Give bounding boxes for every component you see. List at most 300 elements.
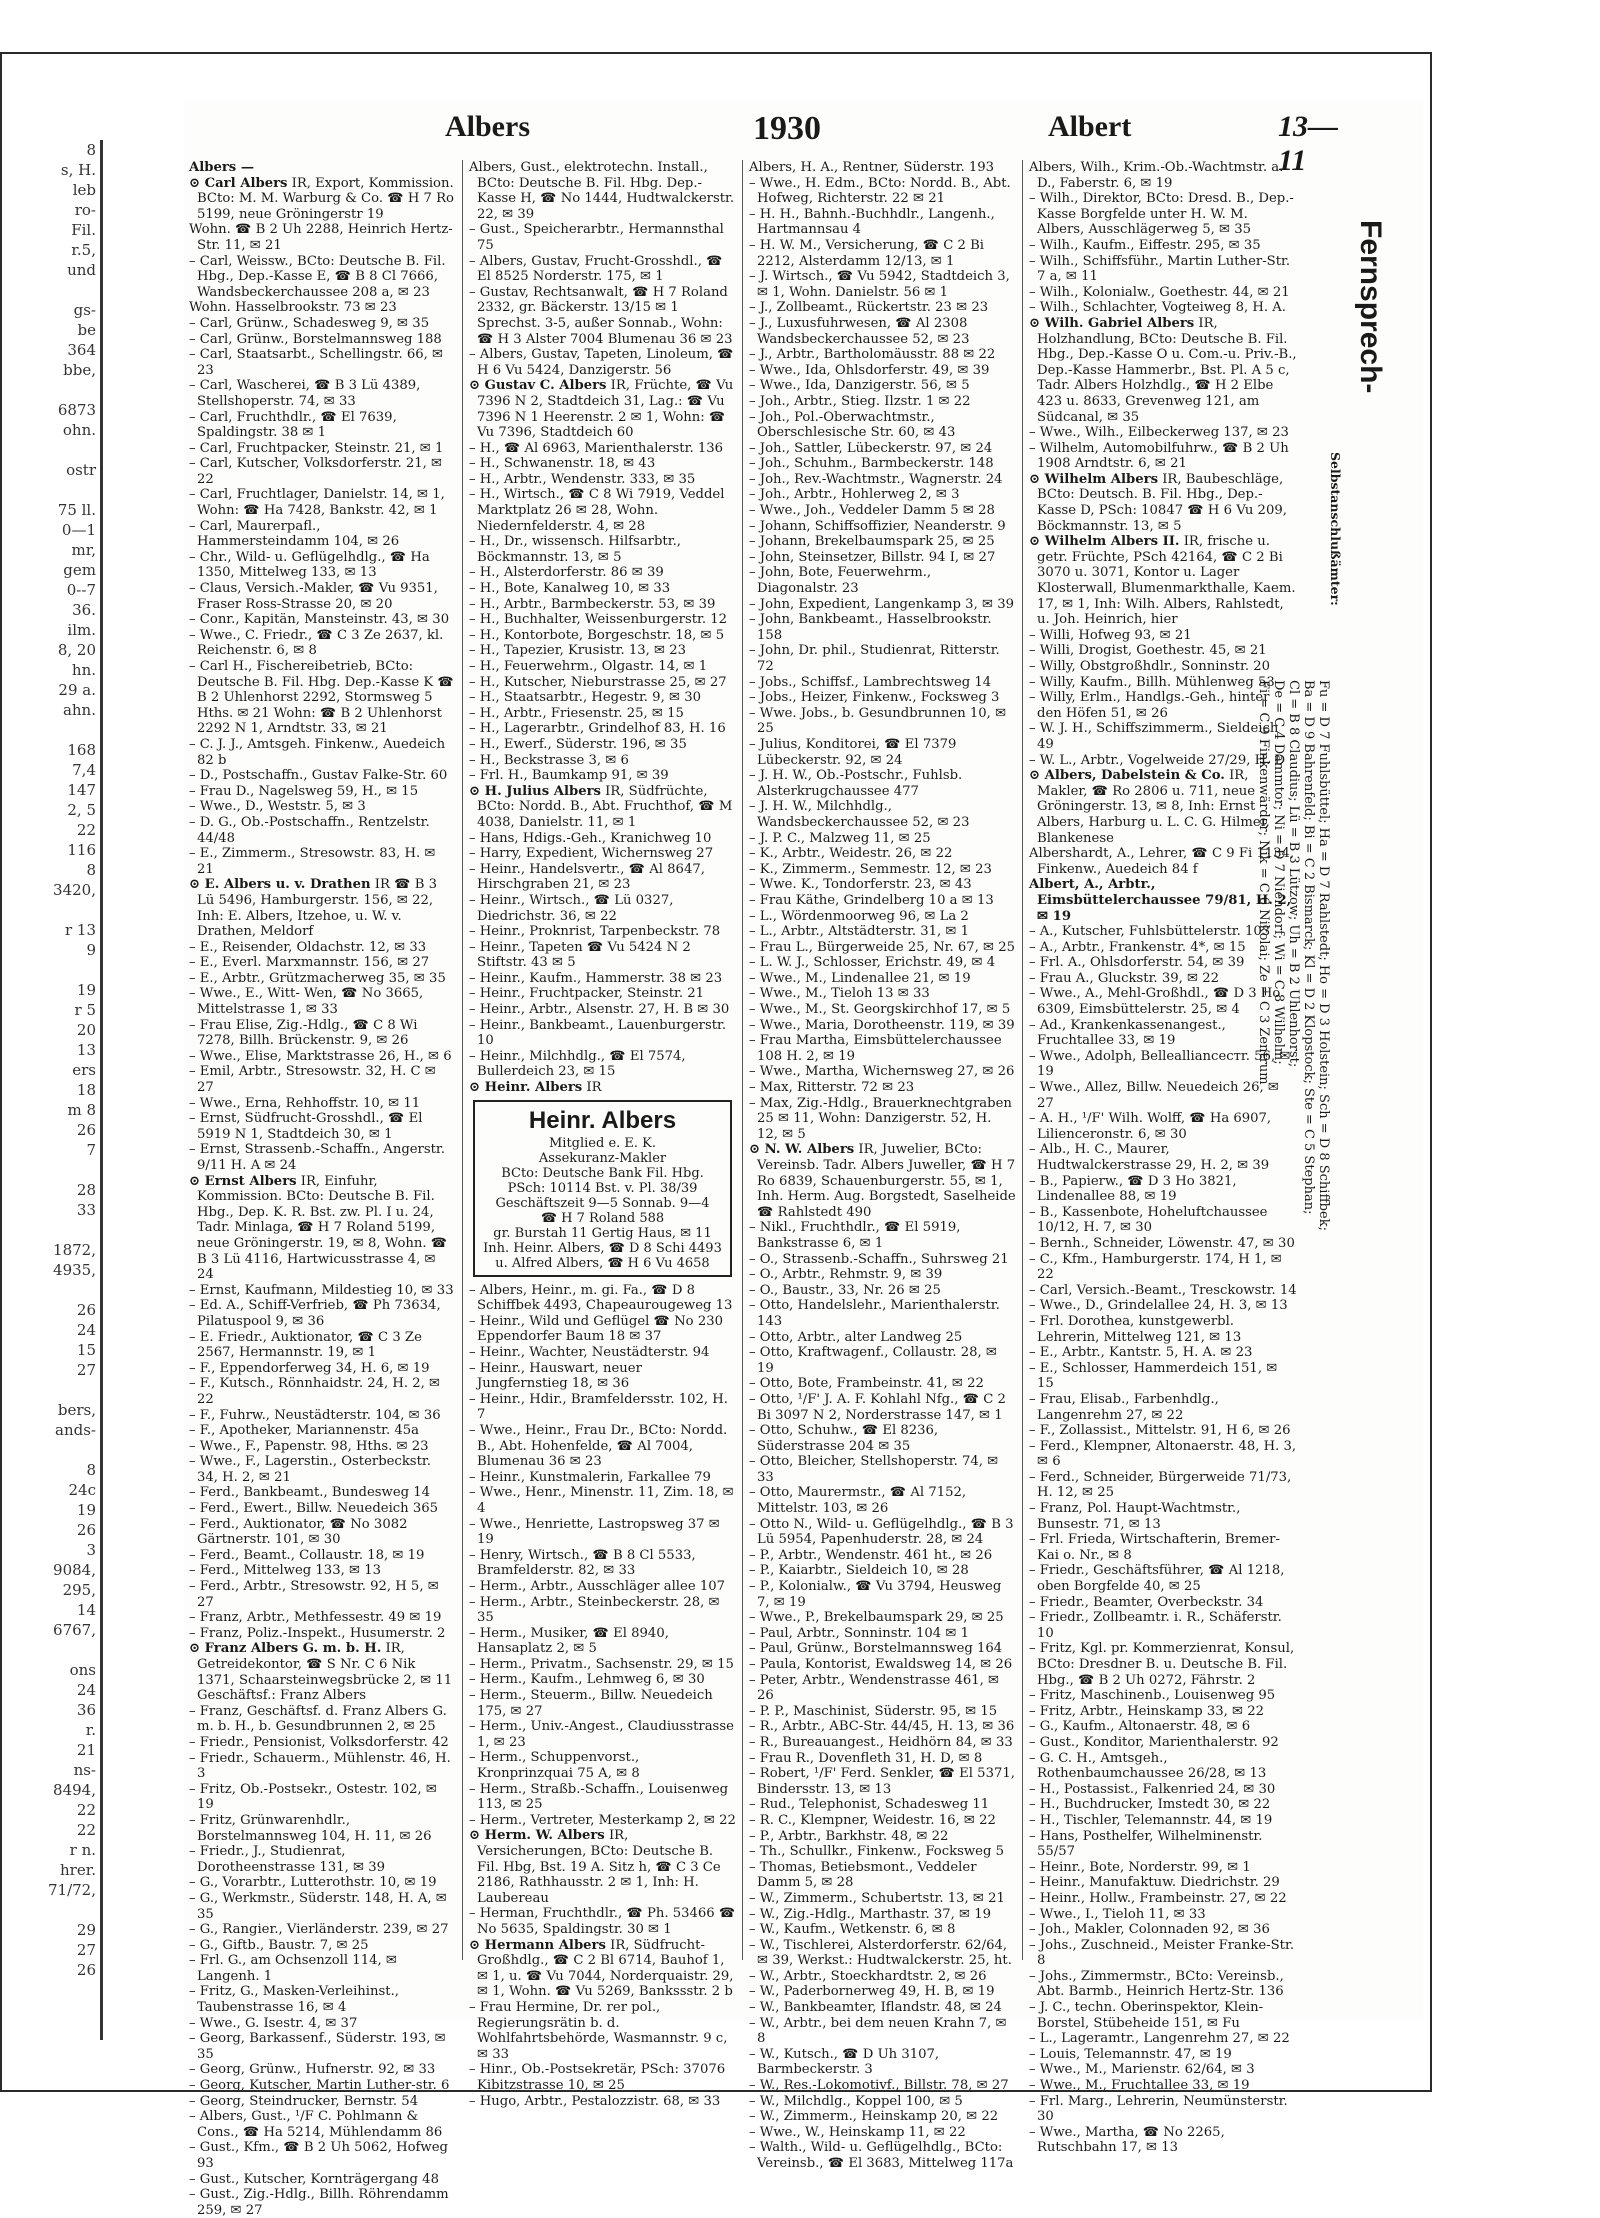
fragment-line: 24: [76, 1681, 96, 1699]
directory-entry: – Wilh., Kolonialw., Goethestr. 44, ✉ 21: [1029, 284, 1290, 300]
directory-entry: – E. Friedr., Auktionator, ☎ C 3 Ze 2567, Hermannstr. 19, ✉ 1: [189, 1329, 422, 1361]
directory-entry: – Herm., Steuerm., Billw. Neuedeich 175, ✉ 27: [469, 1688, 713, 1719]
directory-entry: – F., Fuhrw., Neustädterstr. 104, ✉ 36: [189, 1407, 441, 1423]
fragment-line: 26: [76, 1961, 96, 1979]
directory-entry: – Friedr., J., Studienrat, Dorotheenstrasse 131, ✉ 39: [189, 1844, 385, 1875]
directory-entry: – Heinr., Wild und Geflügel ☎ No 230 Eppendorfer Baum 18 ✉ 37: [469, 1313, 723, 1345]
fragment-line: 8: [86, 861, 96, 879]
directory-entry: – Wwe., Ida, Danzigerstr. 56, ✉ 5: [749, 378, 970, 394]
directory-entry: – Otto, Schuhw., ☎ El 8236, Süderstrasse 204 ✉ 35: [749, 1423, 939, 1454]
fragment-line: 27: [76, 1361, 96, 1379]
previous-page-fragment: [0, 140, 103, 2040]
directory-entry: – Johs., Zimmermstr., BCto: Vereinsb., Abt. Barmb., Heinrich Hertz-Str. 136: [1029, 1968, 1284, 2000]
directory-entry: – Wwe., Elise, Marktstrasse 26, H., ✉ 6: [189, 1048, 452, 1064]
directory-entry: – Herm., Arbtr., Ausschläger allee 107: [469, 1578, 725, 1594]
advertisement-box: [473, 1100, 732, 1277]
directory-entry: – G., Rangier., Vierländerstr. 239, ✉ 27: [189, 1922, 449, 1938]
fragment-line: ilm.: [67, 621, 96, 639]
fragment-line: [0, 1160, 100, 1180]
fragment-line: ons: [69, 1661, 96, 1679]
directory-entry: Albers —: [189, 160, 255, 175]
directory-entry: – Wwe., P., Brekelbaumspark 29, ✉ 25: [749, 1610, 1004, 1626]
directory-entry: – Johann, Schiffsoffizier, Neanderstr. 9: [749, 518, 1006, 534]
fragment-line: hrer.: [60, 1861, 96, 1879]
directory-entry: – Otto N., Wild- u. Geflügelhdlg., ☎ B 3 Lü 5954, Papenhuderstr. 28, ✉ 24: [749, 1516, 1014, 1548]
directory-entry: – Heinr., Wirtsch., ☎ Lü 0327, Diedrichstr. 36, ✉ 22: [469, 892, 674, 924]
fragment-line: gem: [63, 561, 96, 579]
ad-line: Assekuranz-Makler: [538, 1150, 667, 1166]
fragment-line: [0, 1280, 100, 1300]
directory-entry: – H., Arbtr., Friesenstr. 25, ✉ 15: [469, 705, 684, 721]
directory-entry: – John, Bote, Feuerwehrm., Diagonalstr. 23: [749, 565, 932, 597]
directory-entry: – Wwe., M., Fruchtallee 33, ✉ 19: [1029, 2078, 1250, 2094]
directory-entry: – W., Kutsch., ☎ D Uh 3107, Barmbeckerstr. 3: [749, 2046, 940, 2078]
directory-entry: – Thomas, Betiebsmont., Veddeler Damm 5, ✉ 28: [749, 1859, 977, 1891]
directory-entry: – H., Tischler, Telemannstr. 44, ✉ 19: [1029, 1812, 1273, 1828]
directory-entry: – Julius, Konditorei, ☎ El 7379 Lübeckerstr. 92, ✉ 24: [749, 736, 957, 768]
directory-entry: – Carl, Wascherei, ☎ B 3 Lü 4389, Stellshoperstr. 74, ✉ 33: [189, 378, 421, 409]
directory-entry: – Max, Zig.-Hdlg., Brauerknechtgraben 25 ✉ 11, Wohn: Danzigerstr. 52, H. 12, ✉ 5: [749, 1095, 1012, 1142]
directory-entry: – A., Arbtr., Frankenstr. 4*, ✉ 15: [1029, 939, 1246, 955]
directory-entry: – G., Vorarbtr., Lutterothstr. 10, ✉ 19: [189, 1875, 437, 1891]
directory-entry: – H., Arbtr., Barmbeckerstr. 53, ✉ 39: [469, 596, 716, 612]
directory-entry: Wohn. ☎ B 2 Uh 2288, Heinrich Hertz-Str. 11, ✉ 21: [189, 222, 453, 253]
directory-entry: – Ferd., Schneider, Bürgerweide 71/73, H. 12, ✉ 25: [1029, 1469, 1292, 1501]
ad-line: Inh. Heinr. Albers, ☎ D 8 Schi 4493: [483, 1240, 722, 1256]
directory-entry: – Carl, Kutscher, Volksdorferstr. 21, ✉ 22: [189, 456, 443, 487]
directory-entry: – Johs., Zuschneid., Meister Franke-Str. 8: [1029, 1937, 1295, 1969]
fragment-line: und: [67, 261, 96, 279]
directory-entry: – P., Kaiarbtr., Sieldeich 10, ✉ 28: [749, 1563, 969, 1579]
directory-entry: – Hans, Hdigs.-Geh., Kranichweg 10: [469, 830, 712, 846]
fragment-line: [0, 480, 100, 500]
fragment-line: [0, 960, 100, 980]
directory-entry: – Fritz, Maschinenb., Louisenweg 95: [1029, 1688, 1276, 1704]
directory-entry: – C., Kfm., Hamburgerstr. 174, H 1, ✉ 22: [1029, 1251, 1282, 1283]
directory-entry: – Fritz, Kgl. pr. Kommerzienrat, Konsul, BCto: Dresdner B. u. Deutsche B. Fil. Hbg., ☎ B 2 Uh 0272, Fährstr. 2: [1029, 1641, 1295, 1688]
fragment-line: Fil.: [71, 221, 96, 239]
directory-entry: – Carl, Grünw., Borstelmannsweg 188: [189, 331, 442, 347]
directory-entry: Albers, H. A., Rentner, Süderstr. 193: [749, 160, 995, 175]
directory-entry: ⊙ Gustav C. Albers IR, Früchte, ☎ Vu 7396 N 2, Stadtdeich 31, Lag.: ☎ Vu 7396 N 1 Heerenstr. 2 ✉ 1, Wohn: ☎ Vu 7396, Stadtdeich 60: [469, 378, 734, 441]
directory-entry: – Robert, ¹/F' Ferd. Senkler, ☎ El 5371, Bindersstr. 13, ✉ 13: [749, 1766, 1015, 1797]
directory-entry: – Harry, Expedient, Wichernsweg 27: [469, 846, 714, 862]
fragment-line: [0, 1380, 100, 1400]
directory-entry: – W. L., Arbtr., Vogelweide 27/29, H. D: [1029, 752, 1286, 768]
directory-entry: – Joh., Pol.-Oberwachtmstr., Oberschlesische Str. 60, ✉ 43: [749, 409, 956, 441]
directory-entry: – Herm., Privatm., Sachsenstr. 29, ✉ 15: [469, 1656, 734, 1672]
directory-entry: – Herm., Vertreter, Mesterkamp 2, ✉ 22: [469, 1812, 736, 1828]
directory-entry: – Hugo, Arbtr., Pestalozzistr. 68, ✉ 33: [469, 2093, 721, 2109]
directory-entry: – Joh., Rev.-Wachtmstr., Wagnerstr. 24: [749, 471, 1003, 487]
directory-entry: – Wwe., D., Weststr. 5, ✉ 3: [189, 799, 366, 815]
directory-entry: – Georg, Steindrucker, Bernstr. 54: [189, 2093, 419, 2109]
directory-entry: – H., Kutscher, Nieburstrasse 25, ✉ 27: [469, 674, 727, 690]
fragment-line: 36.: [72, 601, 96, 619]
fragment-line: 9: [86, 941, 96, 959]
fragment-line: [0, 1440, 100, 1460]
directory-entry: – Heinr., Tapeten ☎ Vu 5424 N 2 Stiftstr. 43 ✉ 5: [469, 939, 691, 971]
fragment-line: 22: [76, 1801, 96, 1819]
directory-entry: – Georg, Barkassenf., Süderstr. 193, ✉ 35: [189, 2031, 446, 2062]
directory-entry: – H., Wirtsch., ☎ C 8 Wi 7919, Veddel Marktplatz 26 ✉ 28, Wohn. Niedernfelderstr. 4, ✉ 28: [469, 487, 725, 534]
directory-entry: – G., Werkmstr., Süderstr. 148, H. A, ✉ 35: [189, 1890, 447, 1922]
directory-entry: – Franz, Pol. Haupt-Wachtmstr., Bunsestr. 71, ✉ 13: [1029, 1501, 1241, 1532]
directory-entry: – Willi, Hofweg 93, ✉ 21: [1029, 627, 1192, 643]
directory-entry: – Wwe., Adolph, Belleallianceстr. 56, ✉ 19: [1029, 1048, 1291, 1080]
directory-entry: – J. Wirtsch., ☎ Vu 5942, Stadtdeich 3, ✉ 1, Wohn. Danielstr. 56 ✉ 1: [749, 269, 1010, 300]
directory-entry: ⊙ Carl Albers IR, Export, Kommission. BCto: M. M. Warburg & Co. ☎ H 7 Ro 5199, neue Gröningerstr 19: [189, 175, 454, 222]
directory-entry: – Wwe., M., Tieloh 13 ✉ 33: [749, 986, 930, 1002]
directory-entry: – H., Beckstrasse 3, ✉ 6: [469, 752, 629, 768]
directory-entry: – Wwe., G. Isestr. 4, ✉ 37: [189, 2015, 358, 2031]
fragment-line: 19: [76, 1501, 96, 1519]
directory-entry: – Paul, Grünw., Borstelmannsweg 164: [749, 1641, 1003, 1657]
directory-entry: – W., Bankbeamter, Iflandstr. 48, ✉ 24: [749, 2000, 1002, 2016]
directory-entry: – Paula, Kontorist, Ewaldsweg 14, ✉ 26: [749, 1657, 1013, 1672]
fragment-line: 8494,: [53, 1781, 96, 1799]
directory-entry: – D., Postschaffn., Gustav Falke-Str. 60: [189, 768, 448, 784]
directory-entry: – Joh., Makler, Colonnaden 92, ✉ 36: [1029, 1922, 1270, 1938]
directory-entry: – Wwe., Wilh., Eilbeckerweg 137, ✉ 23: [1029, 425, 1289, 441]
directory-entry: – H., Tapezier, Krusistr. 13, ✉ 23: [469, 643, 687, 659]
directory-entry: – J. H. W., Ob.-Postschr., Fuhlsb. Alsterkrugchaussee 477: [749, 768, 963, 799]
directory-entry: – Heinr., Arbtr., Alsenstr. 27, H. B ✉ 30: [469, 1002, 730, 1018]
directory-entry: – Frau Hermine, Dr. rer pol., Regierungsrätin b. d. Wohlfahrtsbehörde, Wasmannstr. 9 c, ✉ 33: [469, 1999, 728, 2062]
directory-entry: – F., Apotheker, Mariannenstr. 45a: [189, 1423, 419, 1439]
fragment-line: 26: [76, 1521, 96, 1539]
directory-entry: – Frl. Marg., Lehrerin, Neumünsterstr. 30: [1029, 2093, 1288, 2125]
directory-entry: ⊙ Heinr. Albers IR: [469, 1080, 602, 1096]
directory-entry: – Wilh., Schlachter, Vogteiweg 8, H. A.: [1029, 300, 1286, 316]
fragment-line: be: [77, 321, 96, 339]
directory-entry: – Otto, ¹/F' J. A. F. Kohlahl Nfg., ☎ C 2 Bi 3097 N 2, Norderstrasse 147, ✉ 1: [749, 1391, 1006, 1423]
header-page-number: 13—11: [1278, 110, 1338, 177]
directory-entry: – W., Tischlerei, Alsterdorferstr. 62/64, ✉ 39, Werkst.: Hudtwalckerstr. 25, ht.: [749, 1937, 1012, 1969]
fragment-line: 26: [76, 1121, 96, 1139]
directory-entry: – W., Arbtr., Stoeckhardtstr. 2, ✉ 26: [749, 1968, 987, 1984]
fragment-line: 3: [86, 1541, 96, 1559]
fragment-line: ers: [72, 1061, 96, 1079]
directory-entry: – Frau L., Bürgerweide 25, Nr. 67, ✉ 25: [749, 939, 1016, 955]
directory-entry: – L. W. J., Schlosser, Erichstr. 49, ✉ 4: [749, 955, 996, 971]
directory-entry: Albert, A., Arbtr., Eimsbüttelerchaussee 79/81, H. 2, ✉ 19: [1029, 877, 1292, 924]
directory-entry: – Wwe., M., Lindenallee 21, ✉ 19: [749, 970, 971, 986]
directory-entry: ⊙ E. Albers u. v. Drathen IR ☎ B 3 Lü 5496, Hamburgerstr. 156, ✉ 22, Inh: E. Albers, Itzehoe, u. W. v. Drathen, Meldorf: [189, 877, 437, 940]
directory-entry: – P., Arbtr., Wendenstr. 461 ht., ✉ 26: [749, 1547, 993, 1563]
fragment-line: 36: [76, 1701, 96, 1719]
directory-entry: – Louis, Telemannstr. 47, ✉ 19: [1029, 2046, 1232, 2062]
directory-entry: – Gust., Konditor, Marienthalerstr. 92: [1029, 1734, 1279, 1750]
ad-line: gr. Burstah 11 Gertig Haus, ✉ 11: [493, 1225, 712, 1241]
fragment-line: [0, 1640, 100, 1660]
directory-entry: – Friedr., Zollbeamtr. i. R., Schäferstr. 10: [1029, 1610, 1282, 1641]
directory-entry: – Frl. A., Ohlsdorferstr. 54, ✉ 39: [1029, 955, 1245, 971]
fragment-line: [0, 280, 100, 300]
directory-entry: – Albers, Heinr., m. gi. Fa., ☎ D 8 Schiffbek 4493, Chapeaurougeweg 13: [469, 1282, 733, 1314]
directory-entry: – H., Alsterdorferstr. 86 ✉ 39: [469, 565, 664, 581]
directory-entry: – Max, Ritterstr. 72 ✉ 23: [749, 1080, 915, 1096]
directory-entry: – Joh., Arbtr., Stieg. Ilzstr. 1 ✉ 22: [749, 393, 971, 409]
fragment-line: bers,: [57, 1401, 96, 1419]
fragment-line: r.: [85, 1721, 96, 1739]
directory-entry: – Heinr., Bote, Norderstr. 99, ✉ 1: [1029, 1859, 1251, 1875]
directory-entry: – W., Kaufm., Wetkenstr. 6, ✉ 8: [749, 1922, 956, 1938]
ad-line: ☎ H 7 Roland 588: [540, 1210, 665, 1226]
fragment-line: ands-: [55, 1421, 96, 1439]
directory-entry: – Rud., Telephonist, Schadesweg 11: [749, 1797, 990, 1813]
directory-entry: – W., Zimmerm., Heinskamp 20, ✉ 22: [749, 2109, 999, 2125]
directory-entry: – Georg, Grünw., Hufnerstr. 92, ✉ 33: [189, 2062, 436, 2078]
directory-entry: – Wwe., Ida, Ohlsdorferstr. 49, ✉ 39: [749, 362, 990, 378]
directory-entry: – Otto, Bleicher, Stellshoperstr. 74, ✉ 33: [749, 1454, 999, 1485]
fragment-line: 6873: [57, 401, 96, 419]
directory-entry: – Jobs., Heizer, Finkenw., Focksweg 3: [749, 690, 1000, 706]
directory-entry: ⊙ Wilh. Gabriel Albers IR, Holzhandlung, BCto: Deutsche B. Fil. Hbg., Dep.-Kasse O u. Com.-u. Priv.-B., Dep.-Kasse Hammerbr., Bst. Pl. A 5 c, Tadr. Albers Holzhdlg., ☎ H 2 Elbe 423 u. 8633, Grevenweg 121, am Südcanal, ✉ 35: [1029, 315, 1297, 425]
directory-entry: Albers, Gust., elektrotechn. Install., BCto: Deutsche B. Fil. Hbg. Dep.-Kasse H, ☎ No 1444, Hudtwalckerstr. 22, ✉ 39: [469, 160, 735, 222]
directory-entry: – W., Zimmerm., Schubertstr. 13, ✉ 21: [749, 1890, 1005, 1906]
directory-entry: – Claus, Versich.-Makler, ☎ Vu 9351, Fraser Ross-Strasse 20, ✉ 20: [189, 581, 438, 612]
fragment-line: [0, 900, 100, 920]
directory-entry: – Herm., Univ.-Angest., Claudiusstrasse 1, ✉ 23: [469, 1719, 734, 1750]
fragment-line: 20: [76, 1021, 96, 1039]
fragment-line: 71/72,: [48, 1881, 96, 1899]
directory-entry: – John, Expedient, Langenkamp 3, ✉ 39: [749, 596, 1014, 612]
fragment-line: 33: [76, 1201, 96, 1219]
fragment-line: 1872,: [53, 1241, 96, 1259]
directory-entry: – John, Dr. phil., Studienrat, Ritterstr. 72: [749, 643, 1000, 674]
directory-entry: – H., Ewerf., Süderstr. 196, ✉ 35: [469, 736, 687, 752]
legend-row: Fi = C 9 Finkenwärder; Nik = C 6 Nikolai; Ze = C 3 Zentrum: [1256, 680, 1271, 1085]
fragment-line: 21: [76, 1741, 96, 1759]
directory-entry: – Fritz, Grünwarenhdlr., Borstelmannsweg 104, H. 11, ✉ 26: [189, 1812, 432, 1844]
directory-entry: – Walth., Wild- u. Geflügelhdlg., BCto: Vereinsb., ☎ El 3683, Mittelweg 117a: [749, 2140, 1014, 2171]
directory-entry: – O., Arbtr., Rehmstr. 9, ✉ 39: [749, 1267, 943, 1283]
directory-entry: – Gust., Zig.-Hdlg., Billh. Röhrendamm 259, ✉ 27: [189, 2187, 449, 2218]
directory-entry: – Ferd., Ewert., Billw. Neuedeich 365: [189, 1501, 439, 1517]
directory-entry: – Henry, Wirtsch., ☎ B 8 Cl 5533, Bramfelderstr. 82, ✉ 33: [469, 1547, 696, 1579]
directory-entry: – Wwe., Heinr., Frau Dr., BCto: Nordd. B., Abt. Hohenfelde, ☎ Al 7004, Blumenau 36 ✉ 23: [469, 1422, 728, 1470]
fragment-line: 18: [76, 1081, 96, 1099]
fragment-line: 0—1: [61, 521, 96, 539]
directory-entry: – Frau D., Nagelsweg 59, H., ✉ 15: [189, 783, 419, 799]
directory-entry: – K., Arbtr., Weidestr. 26, ✉ 22: [749, 846, 953, 862]
directory-entry: – G. C. H., Amtsgeh., Rothenbaumchaussee 26/28, ✉ 13: [1029, 1750, 1267, 1782]
fragment-line: 19: [76, 981, 96, 999]
directory-entry: – H., Staatsarbtr., Hegestr. 9, ✉ 30: [469, 690, 701, 706]
fragment-line: 364: [67, 341, 96, 359]
directory-entry: – Franz, Geschäftsf. d. Franz Albers G. m. b. H., b. Gesundbrunnen 2, ✉ 25: [189, 1703, 447, 1735]
directory-entry: – Wwe., Allez, Billw. Neuedeich 26, ✉ 27: [1029, 1080, 1279, 1111]
directory-entry: – P., Arbtr., Barkhstr. 48, ✉ 22: [749, 1828, 949, 1844]
fragment-line: 116: [67, 841, 96, 859]
fragment-line: 9084,: [53, 1561, 96, 1579]
fragment-line: bbe,: [63, 361, 96, 379]
fragment-line: 7,4: [72, 761, 96, 779]
directory-entry: – Herm., Schuppenvorst., Kronprinzquai 75 A, ✉ 8: [469, 1750, 640, 1782]
directory-entry: – Hans, Posthelfer, Wilhelminenstr. 55/57: [1029, 1828, 1263, 1860]
directory-entry: – Ad., Krankenkassenangest., Fruchtallee 33, ✉ 19: [1029, 1017, 1226, 1049]
directory-entry: – Wwe., Erna, Rehhoffstr. 10, ✉ 11: [189, 1095, 421, 1111]
directory-entry: – H., Buchdrucker, Imstedt 30, ✉ 22: [1029, 1797, 1271, 1813]
header-right-keyword: Albert: [1048, 110, 1132, 143]
directory-entry: ⊙ Hermann Albers IR, Südfrucht-Großhdlg., ☎ C 2 Bl 6714, Bauhof 1, ✉ 1, u. ☎ Vu 7044, Norderquaistr. 29, ✉ 1, Wohn. ☎ Vu 5269, Bankssstr. 2 b: [469, 1937, 734, 2000]
ad-line: BCto: Deutsche Bank Fil. Hbg.: [501, 1165, 704, 1181]
directory-entry: – W., Arbtr., bei dem neuen Krahn 7, ✉ 8: [749, 2015, 1007, 2047]
directory-entry: – Frau Martha, Eimsbüttelerchaussee 108 H. 2, ✉ 19: [749, 1033, 1002, 1064]
directory-entry: – Ernst, Kaufmann, Mildestieg 10, ✉ 33: [189, 1282, 454, 1298]
directory-entry: – Frau, Elisab., Farbenhdlg., Langenrehm 27, ✉ 22: [1029, 1391, 1219, 1423]
legend-row: De = C 4 Dammtor; Ni = D 7 Niendorf; Wi = C 8 Wilhelm;: [1271, 680, 1286, 1065]
directory-entry: – Wwe., F., Lagerstin., Osterbeckstr. 34, H. 2, ✉ 21: [189, 1454, 431, 1485]
directory-entry: – Wilh., Schiffsführ., Martin Luther-Str. 7 a, ✉ 11: [1029, 253, 1291, 285]
directory-entry: Albershardt, A., Lehrer, ☎ C 9 Fi 1134, Finkenw., Auedeich 84 f: [1029, 846, 1295, 877]
directory-entry: – Joh., Arbtr., Hohlerweg 2, ✉ 3: [749, 487, 960, 503]
directory-entry: – Th., Schullkr., Finkenw., Focksweg 5: [749, 1844, 1004, 1860]
fragment-line: ahn.: [62, 701, 96, 719]
fragment-line: ohn.: [62, 421, 96, 439]
directory-entry: ⊙ Ernst Albers IR, Einfuhr, Kommission. BCto: Deutsche B. Fil. Hbg., Dep. K. R. Bst. zw. Pl. I u. 24, Tadr. Minlaga, ☎ H 7 Roland 5199, neue Gröningerstr. 19, ✉ 8, Wohn. ☎ B 3 Lü 4116, Hartwicusstrasse 4, ✉ 24: [189, 1173, 448, 1283]
fragment-line: 28: [76, 1181, 96, 1199]
directory-entry: – Emil, Arbtr., Stresowstr. 32, H. C ✉ 27: [189, 1064, 436, 1096]
directory-entry: – Willy, Kaufm., Billh. Mühlenweg 53: [1029, 674, 1275, 690]
directory-entry: – Frl. G., am Ochsenzoll 114, ✉ Langenh. 1: [189, 1953, 397, 1984]
directory-entry: – L., Lageramtr., Langenrehm 27, ✉ 22: [1029, 2031, 1290, 2047]
directory-entry: – Friedr., Beamter, Overbeckstr. 34: [1029, 1594, 1264, 1610]
directory-entry: – Paul, Arbtr., Sonninstr. 104 ✉ 1: [749, 1625, 969, 1641]
directory-entry: – Heinr., Handelsvertr., ☎ Al 8647, Hirschgraben 21, ✉ 23: [469, 861, 705, 893]
directory-entry: – H., Kontorbote, Borgeschstr. 18, ✉ 5: [469, 627, 725, 643]
directory-entry: – Heinr., Kunstmalerin, Farkallee 79: [469, 1469, 711, 1485]
directory-entry: – Carl, Staatsarbt., Schellingstr. 66, ✉ 23: [189, 347, 444, 378]
directory-entry: – H., Buchhalter, Weissenburgerstr. 12: [469, 612, 728, 628]
directory-entry: – Gust., Speicherarbtr., Hermannsthal 75: [469, 222, 724, 253]
directory-entry: – H., Dr., wissensch. Hilfsarbtr., Böckmannstr. 13, ✉ 5: [469, 534, 681, 565]
directory-entry: – Wwe. Jobs., b. Gesundbrunnen 10, ✉ 25: [749, 705, 1007, 737]
fragment-line: 7: [86, 1141, 96, 1159]
directory-entry: – Wwe., E., Witt- Wen, ☎ No 3665, Mittelstrasse 1, ✉ 33: [189, 986, 424, 1018]
directory-entry: – Wwe., Henr., Minenstr. 11, Zim. 18, ✉ 4: [469, 1485, 734, 1516]
directory-entry: – Wwe., D., Grindelallee 24, H. 3, ✉ 13: [1029, 1298, 1288, 1314]
directory-entry: – Albers, Gust., ¹/F C. Pohlmann & Cons., ☎ Ha 5214, Mühlendamm 86: [189, 2109, 443, 2140]
fragment-line: 147: [67, 781, 96, 799]
directory-entry: – Heinr., Wachter, Neustädterstr. 94: [469, 1345, 710, 1360]
directory-entry: – Wwe., I., Tieloh 11, ✉ 33: [1029, 1906, 1206, 1922]
directory-entry: – Wwe., Martha, ☎ No 2265, Rutschbahn 17, ✉ 13: [1029, 2124, 1225, 2156]
phone-exchange-legend: [1256, 220, 1411, 1620]
fragment-line: 29: [76, 1921, 96, 1939]
fragment-line: [0, 1900, 100, 1920]
directory-entry: – Heinr., Fruchtpacker, Steinstr. 21: [469, 986, 705, 1002]
directory-entry: – Carl, Fruchthdlr., ☎ El 7639, Spaldingstr. 38 ✉ 1: [189, 409, 397, 441]
directory-entry: – Albers, Gustav, Frucht-Grosshdl., ☎ El 8525 Norderstr. 175, ✉ 1: [469, 253, 723, 285]
fragment-line: 8: [86, 141, 96, 159]
fragment-line: 27: [76, 1941, 96, 1959]
directory-entry: – W., Paderbornerweg 49, H. B, ✉ 19: [749, 1984, 995, 2000]
directory-entry: – Heinr., Hdir., Bramfeldersstr. 102, H. 7: [469, 1391, 728, 1423]
fragment-line: 24c: [68, 1481, 96, 1499]
directory-entry: – Herm., Musiker, ☎ El 8940, Hansaplatz 2, ✉ 5: [469, 1625, 669, 1657]
fragment-line: 0--7: [66, 581, 96, 599]
fragment-line: 8, 20: [57, 641, 96, 659]
column-1: [183, 160, 463, 2218]
directory-entry: – Willy, Erlm., Handlgs.-Geh., hinter den Höfen 51, ✉ 26: [1029, 690, 1270, 721]
directory-entry: – Ferd., Bankbeamt., Bundesweg 14: [189, 1485, 431, 1501]
fragment-line: 13: [76, 1041, 96, 1059]
directory-entry: – Ed. A., Schiff-Verfrieb, ☎ Ph 73634, Pilatuspool 9, ✉ 36: [189, 1298, 441, 1329]
directory-entry: – Nikl., Fruchthdlr., ☎ El 5919, Bankstrasse 6, ✉ 1: [749, 1220, 961, 1251]
directory-entry: – Carl, Versich.-Beamt., Tresckowstr. 14: [1029, 1282, 1297, 1298]
directory-entry: – Gust., Kutscher, Kornträgergang 48: [189, 2171, 439, 2187]
fragment-line: [0, 720, 100, 740]
directory-entry: – W., Res.-Lokomotivf., Billstr. 78, ✉ 27: [749, 2078, 1009, 2094]
directory-entry: – Otto, Arbtr., alter Landweg 25: [749, 1329, 963, 1345]
directory-entry: – O., Baustr., 33, Nr. 26 ✉ 25: [749, 1282, 941, 1298]
directory-entry: – O., Strassenb.-Schaffn., Suhrsweg 21: [749, 1251, 1009, 1267]
directory-entry: – Franz, Poliz.-Inspekt., Husumerstr. 2: [189, 1625, 446, 1641]
directory-entry: – Wwe., Joh., Veddeler Damm 5 ✉ 28: [749, 503, 995, 519]
directory-entry: – B., Kassenbote, Hoheluftchaussee 10/12, H. 7, ✉ 30: [1029, 1204, 1268, 1236]
directory-entry: – Wwe., H. Edm., BCto: Nordd. B., Abt. Hofweg, Richterstr. 22 ✉ 21: [749, 175, 1011, 207]
directory-entry: – K., Zimmerm., Semmestr. 12, ✉ 23: [749, 861, 992, 877]
directory-entry: – Joh., Schuhm., Barmbeckerstr. 148: [749, 456, 994, 472]
directory-entry: – Ferd., Klempner, Altonaerstr. 48, H. 3, ✉ 6: [1029, 1438, 1297, 1470]
directory-entry: – John, Steinsetzer, Billstr. 94 I, ✉ 27: [749, 549, 996, 565]
directory-entry: – Conr., Kapitän, Mansteinstr. 43, ✉ 30: [189, 612, 450, 628]
fragment-line: 3420,: [53, 881, 96, 899]
directory-entry: – Frl. Frieda, Wirtschafterin, Bremer-Kai o. Nr., ✉ 8: [1029, 1532, 1280, 1563]
directory-entry: – E., Zimmerm., Stresowstr. 83, H. ✉ 21: [189, 846, 436, 877]
header-year: 1930: [753, 110, 821, 147]
directory-entry: – P., Kolonialw., ☎ Vu 3794, Heusweg 7, ✉ 19: [749, 1579, 1002, 1610]
directory-entry: – Willi, Drogist, Goethestr. 45, ✉ 21: [1029, 643, 1267, 659]
fragment-line: 8: [86, 1461, 96, 1479]
directory-entry: – Frau A., Gluckstr. 39, ✉ 22: [1029, 970, 1220, 986]
legend-title: Fernsprech-: [1354, 220, 1387, 394]
directory-entry: – Friedr., Schauerm., Mühlenstr. 46, H. 3: [189, 1750, 451, 1782]
fragment-line: 295,: [62, 1581, 96, 1599]
directory-entry: – Heinr., Proknrist, Tarpenbeckstr. 78: [469, 924, 721, 940]
directory-entry: – Ernst, Südfrucht-Grosshdl., ☎ El 5919 N 1, Stadtdeich 30, ✉ 1: [189, 1111, 423, 1142]
directory-entry: – Heinr., Bankbeamt., Lauenburgerstr. 10: [469, 1017, 727, 1049]
fragment-line: mr,: [71, 541, 96, 559]
legend-row: Cl = B 8 Claudius; Lü = B 3 Lützow; Uh = B 2 Uhlenhorst;: [1286, 680, 1301, 1068]
directory-entry: – Ferd., Mittelweg 133, ✉ 13: [189, 1563, 381, 1579]
directory-entry: – Wilhelm, Automobilfuhrw., ☎ B 2 Uh 1908 Arndtstr. 6, ✉ 21: [1029, 440, 1289, 472]
directory-entry: – H., ☎ Al 6963, Marienthalerstr. 136: [469, 440, 723, 456]
fragment-line: r 13: [64, 921, 96, 939]
directory-entry: – H. H., Bahnh.-Buchhdlr., Langenh., Hartmannsau 4: [749, 206, 995, 238]
directory-entry: – Hinr., Ob.-Postsekretär, PSch: 37076 Kibitzstrasse 10, ✉ 25: [469, 2062, 726, 2093]
directory-entry: – Ferd., Beamt., Collaustr. 18, ✉ 19: [189, 1547, 425, 1563]
directory-entry: – J., Arbtr., Bartholomäusstr. 88 ✉ 22: [749, 347, 996, 363]
directory-entry: – E., Arbtr., Grützmacherweg 35, ✉ 35: [189, 970, 446, 986]
column-2: [463, 160, 743, 2109]
directory-entry: – Carl, Fruchtpacker, Steinstr. 21, ✉ 1: [189, 440, 444, 456]
directory-entry: – John, Bankbeamt., Hasselbrookstr. 158: [749, 612, 992, 643]
directory-entry: – Wwe., Martha, Wichernsweg 27, ✉ 26: [749, 1064, 1015, 1080]
fragment-line: 14: [76, 1601, 96, 1619]
fragment-line: r 5: [74, 1001, 96, 1019]
fragment-line: leb: [72, 181, 96, 199]
ad-line: Geschäftszeit 9—5 Sonnab. 9—4: [495, 1195, 710, 1211]
directory-entry: – Heinr., Hauswart, neuer Jungfernstieg 18, ✉ 36: [469, 1360, 642, 1392]
directory-entry: – Wilh., Direktor, BCto: Dresd. B., Dep.-Kasse Borgfelde unter H. W. M. Albers, Ausschlägerweg 5, ✉ 35: [1029, 191, 1294, 238]
directory-entry: – Carl, Fruchtlager, Danielstr. 14, ✉ 1, Wohn: ☎ Ha 7428, Bankstr. 42, ✉ 1: [189, 487, 445, 519]
directory-entry: – Fritz, Arbtr., Heinskamp 33, ✉ 22: [1029, 1703, 1265, 1719]
directory-entry: – Frau Elise, Zig.-Hdlg., ☎ C 8 Wi 7278, Billh. Brückenstr. 9, ✉ 26: [189, 1017, 418, 1049]
fragment-line: m 8: [67, 1101, 96, 1119]
